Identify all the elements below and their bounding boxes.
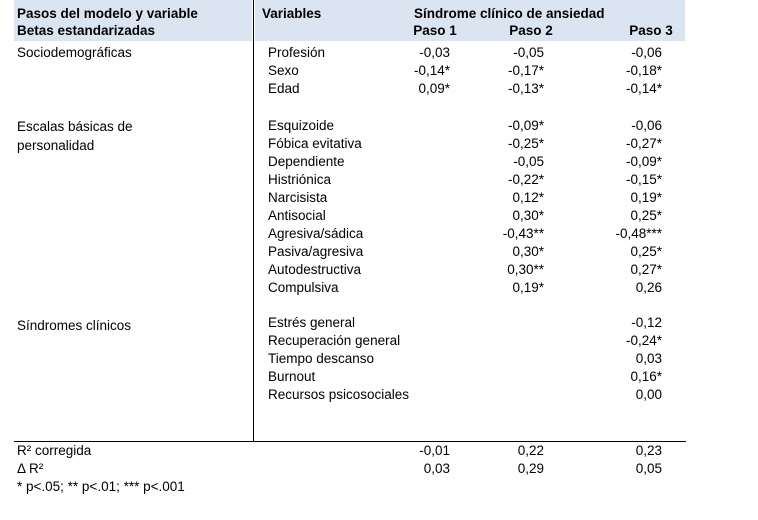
summary-r2-paso1: -0,01 — [419, 443, 450, 458]
row-variable: Sexo — [268, 63, 299, 78]
summary-delta-label: Δ R² — [17, 461, 44, 476]
row-paso3: -0,14* — [625, 81, 662, 96]
row-paso3: -0,27* — [625, 136, 662, 151]
row-variable: Agresiva/sádica — [268, 226, 364, 241]
header-sindrome: Síndrome clínico de ansiedad — [414, 6, 605, 21]
row-variable: Esquizoide — [268, 118, 335, 133]
row-variable: Pasiva/agresiva — [268, 244, 364, 259]
row-variable: Compulsiva — [268, 280, 339, 295]
row-paso3: 0,25* — [630, 244, 662, 259]
row-paso2: -0,17* — [507, 63, 544, 78]
row-paso3: -0,24* — [625, 333, 662, 348]
row-paso2: -0,13* — [507, 81, 544, 96]
row-paso3: 0,16* — [630, 369, 662, 384]
row-variable: Edad — [268, 81, 300, 96]
row-paso1: -0,14* — [413, 63, 450, 78]
row-paso2: 0,30* — [512, 244, 544, 259]
row-paso1: 0,09* — [418, 81, 450, 96]
row-variable: Autodestructiva — [268, 262, 362, 277]
row-paso3: -0,09* — [625, 154, 662, 169]
summary-delta-paso2: 0,29 — [517, 461, 544, 476]
row-variable: Estrés general — [268, 315, 356, 330]
header-variables: Variables — [262, 6, 322, 21]
header-paso3: Paso 3 — [629, 23, 673, 38]
summary-r2-paso3: 0,23 — [635, 443, 662, 458]
row-paso3: 0,00 — [635, 387, 662, 402]
summary-r2-paso2: 0,22 — [517, 443, 544, 458]
row-paso3: -0,12 — [631, 315, 662, 330]
row-variable: Recuperación general — [268, 333, 401, 348]
group-sociodemograficas: Sociodemográficas — [17, 45, 132, 60]
row-paso1: -0,03 — [419, 45, 450, 60]
row-paso3: 0,25* — [630, 208, 662, 223]
row-paso2: 0,12* — [512, 190, 544, 205]
group-sindromes: Síndromes clínicos — [17, 318, 132, 333]
row-variable: Burnout — [268, 369, 316, 384]
row-variable: Antisocial — [268, 208, 326, 223]
column-divider — [253, 0, 254, 441]
row-paso3: -0,06 — [631, 45, 662, 60]
row-paso3: 0,26 — [635, 280, 662, 295]
row-paso2: -0,05 — [513, 45, 544, 60]
header-paso2: Paso 2 — [509, 23, 553, 38]
row-variable: Dependiente — [268, 154, 345, 169]
row-paso3: -0,48*** — [615, 226, 662, 241]
footnote: * p<.05; ** p<.01; *** p<.001 — [17, 479, 185, 494]
row-paso2: 0,30* — [512, 208, 544, 223]
row-variable: Profesión — [268, 45, 326, 60]
header-col1-line2: Betas estandarizadas — [17, 23, 156, 38]
group-escalas-line1: Escalas básicas de — [17, 119, 133, 134]
summary-divider — [14, 441, 686, 442]
row-variable: Recursos psicosociales — [268, 387, 410, 402]
row-variable: Fóbica evitativa — [268, 136, 362, 151]
row-paso2: 0,19* — [512, 280, 544, 295]
group-escalas-line2: personalidad — [17, 138, 95, 153]
row-paso3: -0,18* — [625, 63, 662, 78]
summary-delta-paso1: 0,03 — [423, 461, 450, 476]
row-paso2: -0,43** — [502, 226, 544, 241]
row-variable: Narcisista — [268, 190, 328, 205]
row-paso3: 0,03 — [635, 351, 662, 366]
summary-delta-paso3: 0,05 — [635, 461, 662, 476]
header-col1-line1: Pasos del modelo y variable — [17, 6, 198, 21]
row-paso2: -0,05 — [513, 154, 544, 169]
row-paso2: 0,30** — [507, 262, 544, 277]
row-variable: Tiempo descanso — [268, 351, 375, 366]
row-paso3: -0,06 — [631, 118, 662, 133]
summary-r2-label: R² corregida — [17, 443, 92, 458]
row-paso3: 0,19* — [630, 190, 662, 205]
row-variable: Histriónica — [268, 172, 332, 187]
row-paso2: -0,22* — [507, 172, 544, 187]
row-paso2: -0,25* — [507, 136, 544, 151]
row-paso3: 0,27* — [630, 262, 662, 277]
header-paso1: Paso 1 — [413, 23, 457, 38]
row-paso3: -0,15* — [625, 172, 662, 187]
row-paso2: -0,09* — [507, 118, 544, 133]
